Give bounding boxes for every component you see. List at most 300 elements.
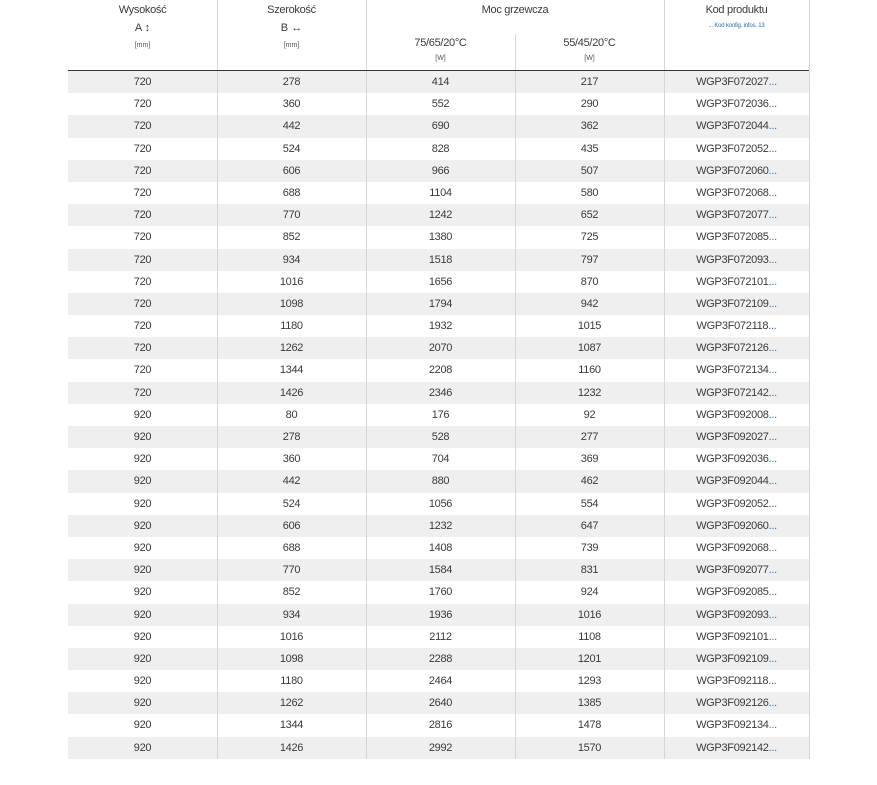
cell-width: 1426: [279, 741, 304, 754]
cell-product-code: [664, 226, 809, 248]
table-row: [68, 448, 809, 470]
cell-product-code: [664, 515, 809, 537]
cell-height: 720: [133, 142, 152, 155]
cell-width: 1426: [279, 386, 304, 399]
product-code-suffix: ...: [768, 475, 777, 488]
header-divider: [366, 0, 367, 70]
column-divider: [515, 182, 516, 204]
cell-power-55: 725: [580, 231, 599, 244]
product-code-value: WGP3F072068: [696, 186, 769, 199]
column-divider: [664, 404, 665, 426]
column-divider: [217, 515, 218, 537]
cell-height: 920: [133, 541, 152, 554]
cell-power-75: 828: [431, 142, 450, 155]
cell-height: 720: [133, 253, 152, 266]
product-code-value: WGP3F072077: [696, 209, 769, 222]
column-divider: [217, 404, 218, 426]
table-row: [68, 93, 809, 115]
column-divider: [809, 470, 810, 492]
table-row: [68, 404, 809, 426]
cell-power-55: 277: [580, 431, 599, 443]
column-divider: [515, 71, 516, 93]
product-code-suffix: ...: [768, 453, 777, 466]
column-divider: [366, 604, 367, 626]
column-divider: [217, 448, 218, 470]
table-row: [68, 670, 809, 692]
column-divider: [366, 648, 367, 670]
product-code-value: WGP3F092126: [696, 697, 769, 710]
column-divider: [515, 93, 516, 115]
product-code-value: WGP3F072118: [696, 320, 769, 333]
column-divider: [515, 204, 516, 226]
cell-height: 920: [133, 630, 152, 643]
cell-power-55: 647: [580, 519, 599, 532]
column-divider: [515, 293, 516, 315]
column-divider: [809, 448, 810, 470]
column-divider: [366, 93, 367, 115]
column-divider: [809, 737, 810, 759]
column-divider: [664, 737, 665, 759]
column-divider: [515, 559, 516, 581]
product-code-value: WGP3F092109: [696, 652, 769, 665]
cell-product-code: [664, 559, 809, 581]
product-code-value: WGP3F072085: [696, 231, 769, 244]
cell-height: 920: [133, 719, 152, 732]
table-row: [68, 160, 809, 182]
column-divider: [515, 138, 516, 160]
column-divider: [217, 714, 218, 736]
column-divider: [366, 714, 367, 736]
cell-width: 606: [282, 519, 301, 532]
product-code-suffix: ...: [768, 608, 777, 621]
column-divider: [366, 226, 367, 248]
column-divider: [515, 515, 516, 537]
column-divider: [809, 249, 810, 271]
column-divider: [664, 337, 665, 359]
column-divider: [515, 714, 516, 736]
cell-width: 852: [282, 586, 301, 599]
column-divider: [515, 382, 516, 404]
product-code-value: WGP3F092085: [696, 586, 769, 599]
column-divider: [366, 559, 367, 581]
column-divider: [664, 559, 665, 581]
cell-width: 1262: [279, 342, 304, 355]
column-divider: [217, 559, 218, 581]
cell-width: 524: [282, 497, 301, 510]
column-divider: [217, 337, 218, 359]
column-divider: [217, 204, 218, 226]
cell-power-55: 1232: [577, 386, 602, 399]
column-divider: [809, 714, 810, 736]
product-code-value: WGP3F072134: [696, 364, 769, 377]
column-divider: [809, 626, 810, 648]
column-divider: [515, 404, 516, 426]
cell-width: 278: [282, 431, 301, 443]
cell-power-75: 528: [431, 431, 450, 443]
column-divider: [366, 115, 367, 137]
column-divider: [366, 182, 367, 204]
column-divider: [217, 359, 218, 381]
column-divider: [217, 115, 218, 137]
product-code-value: WGP3F092134: [696, 719, 769, 732]
cell-power-75: 2112: [429, 630, 452, 643]
column-divider: [664, 648, 665, 670]
cell-height: 920: [133, 431, 152, 443]
cell-width: 360: [282, 98, 301, 111]
column-divider: [366, 71, 367, 93]
cell-power-55: 942: [580, 297, 599, 310]
cell-height: 920: [133, 408, 152, 421]
cell-height: 920: [133, 675, 152, 688]
column-divider: [664, 448, 665, 470]
cell-width: 360: [282, 453, 301, 466]
product-code-suffix: ...: [768, 98, 777, 111]
header-height-symbol: A ↕: [134, 22, 151, 34]
cell-height: 720: [133, 120, 152, 133]
product-code-suffix: ...: [768, 697, 777, 710]
column-divider: [664, 93, 665, 115]
column-divider: [366, 293, 367, 315]
product-code-suffix: ...: [768, 741, 777, 754]
column-divider: [664, 271, 665, 293]
column-divider: [664, 604, 665, 626]
header-height: [68, 0, 217, 70]
product-code-value: WGP3F072052: [696, 142, 769, 155]
product-code-suffix: ...: [768, 564, 777, 577]
column-divider: [217, 138, 218, 160]
cell-product-code: [664, 182, 809, 204]
column-divider: [366, 737, 367, 759]
cell-power-75: 2346: [428, 386, 453, 399]
column-divider: [217, 293, 218, 315]
column-divider: [664, 470, 665, 492]
product-code-suffix: ...: [768, 253, 777, 266]
column-divider: [809, 559, 810, 581]
column-divider: [809, 337, 810, 359]
product-code-suffix: ...: [768, 231, 777, 244]
table-row: [68, 71, 809, 93]
cell-product-code: [664, 249, 809, 271]
product-code-value: WGP3F072060: [696, 164, 769, 177]
cell-height: 920: [133, 497, 152, 510]
cell-power-55: 797: [580, 253, 599, 266]
column-divider: [809, 271, 810, 293]
column-divider: [217, 426, 218, 448]
table-header: [68, 0, 809, 70]
cell-height: 720: [133, 186, 152, 199]
column-divider: [515, 426, 516, 448]
table-row: [68, 204, 809, 226]
header-width: [217, 0, 366, 70]
cell-product-code: [664, 138, 809, 160]
cell-height: 720: [133, 297, 152, 310]
column-divider: [515, 226, 516, 248]
cell-power-75: 966: [431, 164, 450, 177]
column-divider: [664, 714, 665, 736]
cell-product-code: [664, 626, 809, 648]
column-divider: [664, 537, 665, 559]
product-code-suffix: ...: [768, 386, 777, 399]
header-power-55: [515, 0, 664, 70]
cell-height: 920: [133, 652, 152, 665]
cell-product-code: [664, 648, 809, 670]
product-code-suffix: ...: [768, 186, 777, 199]
table-row: [68, 359, 809, 381]
table-row: [68, 604, 809, 626]
product-code-suffix: ...: [768, 120, 777, 133]
product-code-suffix: ...: [768, 209, 777, 222]
column-divider: [664, 670, 665, 692]
table-row: [68, 249, 809, 271]
cell-product-code: [664, 737, 809, 759]
cell-product-code: [664, 293, 809, 315]
product-code-suffix: ...: [768, 408, 777, 421]
cell-power-55: 1478: [577, 719, 602, 732]
column-divider: [217, 382, 218, 404]
cell-power-55: 462: [580, 475, 599, 488]
cell-product-code: [664, 71, 809, 93]
product-code-suffix: ...: [768, 719, 777, 732]
column-divider: [217, 182, 218, 204]
cell-power-55: 739: [580, 541, 599, 554]
column-divider: [217, 537, 218, 559]
cell-product-code: [664, 604, 809, 626]
cell-power-55: 1087: [577, 342, 602, 355]
cell-width: 1180: [280, 675, 303, 688]
column-divider: [515, 626, 516, 648]
table-row: [68, 692, 809, 714]
table-row: [68, 537, 809, 559]
cell-product-code: [664, 714, 809, 736]
column-divider: [515, 737, 516, 759]
column-divider: [366, 448, 367, 470]
cell-height: 920: [133, 564, 152, 577]
column-divider: [515, 359, 516, 381]
header-divider: [515, 34, 516, 70]
cell-width: 770: [282, 564, 301, 577]
product-code-suffix: ...: [768, 586, 777, 599]
column-divider: [809, 138, 810, 160]
cell-width: 80: [285, 408, 298, 421]
column-divider: [217, 493, 218, 515]
column-divider: [217, 604, 218, 626]
cell-product-code: [664, 581, 809, 603]
cell-power-55: 290: [580, 98, 599, 111]
column-divider: [809, 382, 810, 404]
cell-width: 934: [282, 608, 301, 621]
column-divider: [366, 315, 367, 337]
product-code-suffix: ...: [768, 431, 777, 443]
product-code-value: WGP3F092036: [696, 453, 769, 466]
header-power-title: Moc grzewcza: [481, 4, 549, 16]
column-divider: [217, 581, 218, 603]
cell-power-75: 2288: [428, 652, 453, 665]
cell-power-55: 1293: [577, 675, 602, 688]
cell-power-55: 1016: [577, 608, 602, 621]
column-divider: [809, 359, 810, 381]
column-divider: [217, 93, 218, 115]
column-divider: [366, 470, 367, 492]
cell-product-code: [664, 382, 809, 404]
cell-power-75: 1518: [428, 253, 453, 266]
column-divider: [809, 404, 810, 426]
column-divider: [515, 581, 516, 603]
column-divider: [217, 226, 218, 248]
product-code-value: WGP3F072109: [696, 297, 769, 310]
cell-width: 524: [282, 142, 301, 155]
column-divider: [664, 515, 665, 537]
cell-power-75: 1056: [428, 497, 453, 510]
cell-height: 720: [133, 386, 152, 399]
cell-power-75: 1408: [428, 541, 453, 554]
column-divider: [515, 115, 516, 137]
column-divider: [809, 692, 810, 714]
column-divider: [664, 315, 665, 337]
header-power-75-unit: [W]: [435, 55, 446, 62]
column-divider: [366, 426, 367, 448]
header-width-symbol: B ↔: [280, 22, 303, 34]
column-divider: [809, 315, 810, 337]
column-divider: [809, 71, 810, 93]
table-body: [68, 71, 809, 759]
column-divider: [515, 670, 516, 692]
column-divider: [366, 404, 367, 426]
column-divider: [515, 604, 516, 626]
cell-power-55: 362: [580, 120, 599, 133]
table-row: [68, 737, 809, 759]
cell-power-55: 369: [580, 453, 599, 466]
column-divider: [664, 426, 665, 448]
column-divider: [809, 426, 810, 448]
product-code-value: WGP3F092027: [696, 431, 769, 443]
cell-power-75: 2070: [428, 342, 453, 355]
cell-width: 770: [282, 209, 301, 222]
column-divider: [809, 293, 810, 315]
column-divider: [664, 626, 665, 648]
column-divider: [366, 692, 367, 714]
product-code-suffix: ...: [768, 320, 777, 333]
table-row: [68, 382, 809, 404]
table-row: [68, 315, 809, 337]
column-divider: [515, 692, 516, 714]
product-code-suffix: ...: [768, 297, 777, 310]
column-divider: [664, 71, 665, 93]
cell-product-code: [664, 493, 809, 515]
cell-height: 920: [133, 697, 152, 710]
cell-power-55: 1108: [578, 630, 601, 643]
cell-power-55: 554: [580, 497, 599, 510]
column-divider: [515, 249, 516, 271]
cell-width: 852: [282, 231, 301, 244]
cell-product-code: [664, 448, 809, 470]
table-row: [68, 271, 809, 293]
product-table: [68, 0, 809, 754]
product-code-suffix: ...: [768, 519, 777, 532]
table-row: [68, 138, 809, 160]
column-divider: [664, 359, 665, 381]
cell-height: 720: [133, 164, 152, 177]
table-row: [68, 626, 809, 648]
table-row: [68, 182, 809, 204]
header-width-title: Szerokość: [267, 4, 316, 16]
column-divider: [515, 271, 516, 293]
table-row: [68, 714, 809, 736]
column-divider: [664, 226, 665, 248]
cell-height: 920: [133, 586, 152, 599]
cell-width: 278: [282, 76, 301, 88]
cell-product-code: [664, 115, 809, 137]
column-divider: [664, 493, 665, 515]
column-divider: [515, 337, 516, 359]
column-divider: [366, 160, 367, 182]
column-divider: [664, 182, 665, 204]
header-divider: [217, 0, 218, 70]
cell-width: 688: [282, 541, 301, 554]
column-divider: [366, 670, 367, 692]
table-row: [68, 426, 809, 448]
cell-height: 720: [133, 209, 152, 222]
product-code-value: WGP3F072142: [696, 386, 769, 399]
column-divider: [366, 359, 367, 381]
cell-product-code: [664, 426, 809, 448]
column-divider: [366, 382, 367, 404]
cell-width: 688: [282, 186, 301, 199]
product-code-value: WGP3F092060: [696, 519, 769, 532]
product-code-suffix: ...: [768, 364, 777, 377]
product-code-suffix: ...: [768, 497, 777, 510]
cell-height: 720: [133, 364, 152, 377]
cell-power-75: 1794: [428, 297, 453, 310]
column-divider: [809, 581, 810, 603]
cell-width: 1098: [279, 652, 304, 665]
cell-height: 920: [133, 453, 152, 466]
column-divider: [664, 160, 665, 182]
cell-power-75: 1104: [429, 186, 452, 199]
cell-width: 1262: [279, 697, 304, 710]
column-divider: [809, 537, 810, 559]
cell-power-55: 924: [580, 586, 599, 599]
column-divider: [664, 204, 665, 226]
column-divider: [217, 626, 218, 648]
cell-power-75: 690: [431, 120, 450, 133]
column-divider: [515, 648, 516, 670]
column-divider: [809, 182, 810, 204]
column-divider: [809, 493, 810, 515]
cell-height: 720: [133, 275, 152, 288]
cell-product-code: [664, 204, 809, 226]
product-code-suffix: ...: [768, 164, 777, 177]
column-divider: [515, 493, 516, 515]
column-divider: [515, 537, 516, 559]
cell-power-75: 1656: [428, 275, 453, 288]
cell-power-75: 1936: [428, 608, 453, 621]
table-row: [68, 515, 809, 537]
header-power-75-title: 75/65/20°C: [414, 37, 467, 49]
header-height-title: Wysokość: [118, 4, 167, 16]
cell-product-code: [664, 93, 809, 115]
cell-height: 720: [133, 76, 152, 88]
cell-power-55: 217: [580, 76, 599, 88]
cell-power-55: 92: [583, 408, 596, 421]
column-divider: [515, 448, 516, 470]
column-divider: [809, 160, 810, 182]
product-code-value: WGP3F072036: [696, 98, 769, 111]
cell-width: 1344: [279, 364, 304, 377]
table-row: [68, 493, 809, 515]
column-divider: [366, 515, 367, 537]
column-divider: [217, 692, 218, 714]
cell-width: 1180: [280, 320, 303, 333]
